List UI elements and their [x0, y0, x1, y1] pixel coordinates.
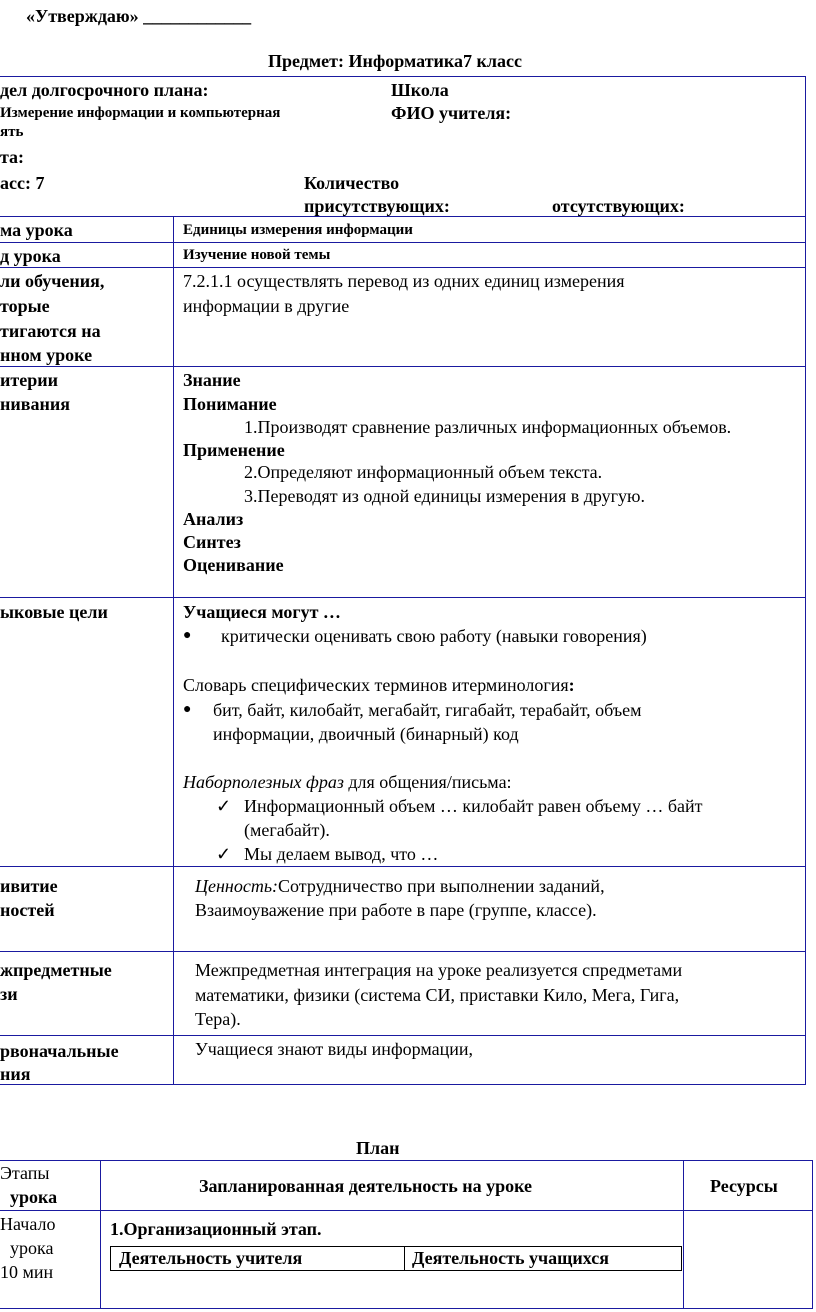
criteria-u1: 1.Производят сравнение различных информационных объемов.: [244, 417, 732, 437]
goals-label-4: нном уроке: [0, 345, 93, 365]
goals-label-2: торые: [0, 296, 50, 316]
inter-label-2: зи: [0, 984, 18, 1004]
school-label: Школа: [391, 80, 449, 100]
table-bottom-border: [0, 1084, 806, 1085]
row-divider-2: [0, 267, 806, 268]
criteria-label-2: нивания: [0, 394, 70, 414]
values-text-1: Сотрудничество при выполнении заданий,: [278, 876, 605, 896]
approve-line: «Утверждаю» ____________: [26, 6, 252, 26]
prior-label-2: ния: [0, 1064, 31, 1084]
plan-bottom-border: [0, 1308, 813, 1309]
student-activity-header: Деятельность учащихся: [412, 1248, 609, 1268]
checkmark-icon: ✓: [216, 844, 232, 864]
present-label: присутствующих:: [304, 196, 450, 216]
lang-phrases: [183, 772, 512, 793]
plan-col-stages-1: Этапы: [0, 1163, 50, 1183]
lang-dict: [183, 675, 575, 696]
lang-b2-1: бит, байт, килобайт, мегабайт, гигабайт, терабайт, объем: [213, 700, 642, 720]
inter-value-1: Межпредметная интеграция на уроке реализуется спредметами: [195, 960, 683, 980]
subtable-left: [110, 1246, 111, 1270]
criteria-analysis: Анализ: [183, 509, 244, 529]
info-right-border: [805, 76, 806, 216]
lang-label: ыковые цели: [0, 602, 108, 622]
stage-1-title: 1.Организационный этап.: [110, 1219, 322, 1239]
prior-value: Учащиеся знают виды информации,: [195, 1039, 473, 1059]
criteria-evaluation: Оценивание: [183, 555, 284, 575]
row-divider-1: [0, 242, 806, 243]
quantity-label: Количество: [304, 173, 400, 193]
row-divider-5: [0, 866, 806, 867]
subtable-mid: [404, 1246, 405, 1270]
lang-dict-colon: :: [568, 675, 575, 695]
date-label: та:: [0, 147, 25, 167]
lang-phrases-italic: Наборполезных фраз: [183, 772, 344, 792]
table-right-border: [805, 216, 806, 1085]
inter-value-2: математики, физики (система СИ, приставки Кило, Мега, Гига,: [195, 985, 680, 1005]
row-divider-7: [0, 1035, 806, 1036]
lang-c1-2: (мегабайт).: [244, 820, 330, 840]
subject-title: Предмет: Информатика7 класс: [268, 51, 522, 71]
info-top-border: [0, 76, 806, 77]
goals-value-2: информации в другие: [183, 296, 350, 316]
criteria-application: Применение: [183, 440, 285, 460]
plan-section-value: Измерение информации и компьютерная: [0, 105, 281, 121]
inter-value-3: Тера).: [195, 1009, 241, 1029]
plan-col-2: [683, 1160, 684, 1308]
plan-right-border: [812, 1160, 813, 1308]
plan-section-value-2: ять: [0, 124, 24, 140]
lang-dict-text: Словарь специфических терминов итерминология: [183, 675, 569, 695]
stage-1-line-3: 10 мин: [0, 1262, 54, 1282]
criteria-understanding: Понимание: [183, 394, 277, 414]
teacher-label: ФИО учителя:: [391, 103, 512, 123]
goals-label-3: тигаются на: [0, 321, 101, 341]
lang-c2: Мы делаем вывод, что …: [244, 844, 439, 864]
checkmark-icon: ✓: [216, 796, 232, 816]
topic-label: ма урока: [0, 220, 73, 240]
table-col-divider: [173, 216, 174, 1085]
plan-header-bottom: [0, 1210, 813, 1211]
plan-section-label: дел долгосрочного плана:: [0, 80, 209, 100]
plan-col-stages-2: урока: [10, 1187, 58, 1207]
subtable-bottom: [110, 1270, 682, 1271]
values-line-1: [195, 876, 605, 897]
criteria-a2: 2.Определяют информационный объем текста.: [244, 462, 603, 482]
subtable-right: [681, 1246, 682, 1270]
class-label: асс: 7: [0, 173, 45, 193]
values-line-2: Взаимоуважение при работе в паре (группе, классе).: [195, 900, 597, 920]
criteria-label-1: итерии: [0, 370, 58, 390]
lang-can: Учащиеся могут …: [183, 602, 341, 622]
type-label: д урока: [0, 246, 61, 266]
bullet-icon: ●: [183, 702, 192, 717]
row-divider-4: [0, 597, 806, 598]
bullet-icon: ●: [183, 628, 192, 643]
lang-b1: критически оценивать свою работу (навыки говорения): [221, 626, 647, 646]
inter-label-1: жпредметные: [0, 960, 112, 980]
row-divider-6: [0, 951, 806, 952]
plan-col-activity: Запланированная деятельность на уроке: [199, 1176, 533, 1196]
lang-c1-1: Информационный объем … килобайт равен объему … байт: [244, 796, 703, 816]
lang-phrases-rest: для общения/письма:: [343, 772, 512, 792]
lang-b2-2: информации, двоичный (бинарный) код: [213, 724, 519, 744]
criteria-synthesis: Синтез: [183, 532, 241, 552]
values-italic: Ценность:: [195, 876, 279, 896]
values-label-1: ивитие: [0, 876, 58, 896]
goals-label-1: ли обучения,: [0, 271, 105, 291]
topic-value: Единицы измерения информации: [183, 222, 413, 238]
plan-col-1: [100, 1160, 101, 1308]
stage-1-line-1: Начало: [0, 1214, 56, 1234]
prior-label-1: рвоначальные: [0, 1041, 119, 1061]
plan-top-border: [0, 1160, 813, 1161]
row-divider-3: [0, 366, 806, 367]
plan-col-resources: Ресурсы: [710, 1176, 778, 1196]
absent-label: отсутствующих:: [552, 196, 685, 216]
criteria-a3: 3.Переводят из одной единицы измерения в другую.: [244, 486, 645, 506]
criteria-knowledge: Знание: [183, 370, 241, 390]
plan-title: План: [356, 1138, 400, 1158]
goals-value-1: 7.2.1.1 осуществлять перевод из одних единиц измерения: [183, 271, 625, 291]
subtable-top: [110, 1246, 682, 1247]
stage-1-line-2: урока: [10, 1238, 54, 1258]
values-label-2: ностей: [0, 900, 55, 920]
teacher-activity-header: Деятельность учителя: [119, 1248, 303, 1268]
type-value: Изучение новой темы: [183, 247, 331, 263]
